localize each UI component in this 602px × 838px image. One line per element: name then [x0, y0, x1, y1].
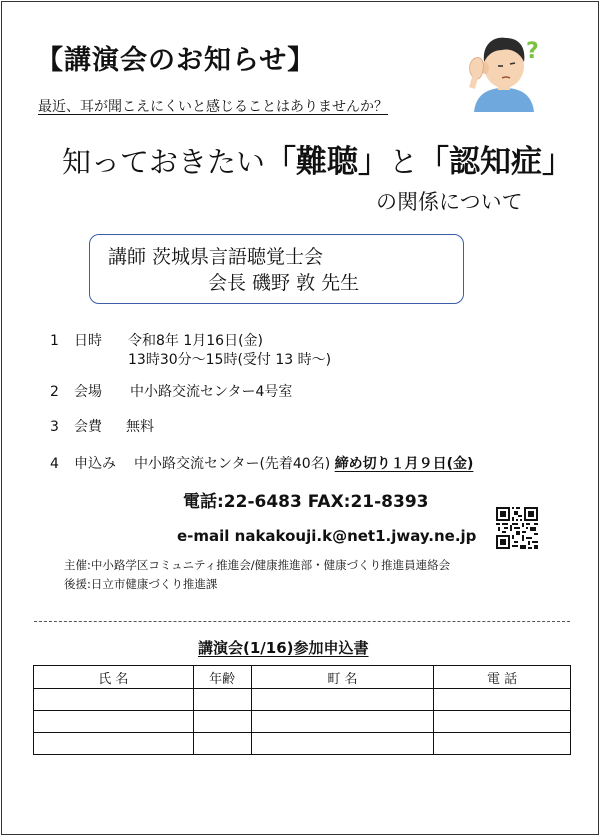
item-label: 申込み: [74, 456, 116, 472]
phone-cell[interactable]: [434, 733, 571, 755]
deadline: 締め切り１月９日(金): [334, 456, 474, 472]
table-row: [34, 733, 571, 755]
item-datetime: [50, 330, 263, 350]
item-value: 中小路交流センター(先着40名): [134, 456, 331, 472]
headline-suffix: の関係について: [376, 190, 523, 214]
item-number: 1: [50, 333, 59, 349]
supporter: 後援:日立市健康づくり推進課: [64, 577, 218, 591]
town-cell[interactable]: [251, 733, 434, 755]
item-fee: [50, 416, 154, 436]
headline-term-hearing-loss: 「難聴」: [265, 144, 390, 180]
table-row: [34, 689, 571, 711]
headline-join: と: [389, 145, 419, 179]
item-venue: [50, 381, 292, 401]
phone-fax: 電話:22-6483 FAX:21-8393: [183, 492, 429, 512]
name-cell[interactable]: [34, 689, 194, 711]
cut-line: [34, 621, 570, 622]
name-cell[interactable]: [34, 711, 194, 733]
column-header-phone: 電 話: [434, 666, 571, 689]
application-form-table: [33, 665, 571, 755]
headline-prefix: 知っておきたい: [62, 145, 266, 179]
lecturer-line-2: 会長 磯野 敦 先生: [208, 272, 360, 294]
item-number: 3: [50, 419, 59, 435]
headline-term-dementia: 「認知症」: [418, 144, 574, 180]
item-value: 中小路交流センター4号室: [130, 384, 293, 400]
column-header-age: 年齢: [193, 666, 251, 689]
notice-title: 【講演会のお知らせ】: [36, 45, 316, 76]
item-label: 会費: [74, 419, 102, 435]
item-value: 令和8年 1月16日(金): [128, 333, 264, 349]
name-cell[interactable]: [34, 733, 194, 755]
phone-cell[interactable]: [434, 689, 571, 711]
table-header-row: [34, 666, 571, 689]
town-cell[interactable]: [251, 689, 434, 711]
headline: [62, 136, 573, 181]
item-value: 無料: [126, 419, 154, 435]
age-cell[interactable]: [193, 711, 251, 733]
item-number: 2: [50, 384, 59, 400]
age-cell[interactable]: [193, 733, 251, 755]
item-label: 日時: [74, 333, 102, 349]
lecturer-line-1: 講師 茨城県言語聴覚士会: [108, 246, 324, 268]
phone-cell[interactable]: [434, 711, 571, 733]
person-hard-of-hearing-icon: [466, 28, 552, 112]
item-label: 会場: [74, 384, 102, 400]
town-cell[interactable]: [251, 711, 434, 733]
svg-text:?: ?: [526, 39, 539, 64]
item-number: 4: [50, 456, 59, 472]
column-header-name: 氏 名: [34, 666, 194, 689]
organizer: 主催:中小路学区コミュニティ推進会/健康推進部・健康づくり推進員連絡会: [64, 558, 451, 572]
age-cell[interactable]: [193, 689, 251, 711]
column-header-town: 町 名: [251, 666, 434, 689]
question-line: 最近、耳が聞こえにくいと感じることはありませんか？: [38, 99, 388, 115]
qr-code-icon: [496, 507, 538, 549]
form-title: 講演会(1/16)参加申込書: [198, 639, 369, 657]
table-row: [34, 711, 571, 733]
email-address: e-mail nakakouji.k@net1.jway.ne.jp: [177, 527, 477, 545]
item-application: [50, 453, 473, 473]
item-time: 13時30分～15時(受付 13 時～): [128, 352, 332, 368]
